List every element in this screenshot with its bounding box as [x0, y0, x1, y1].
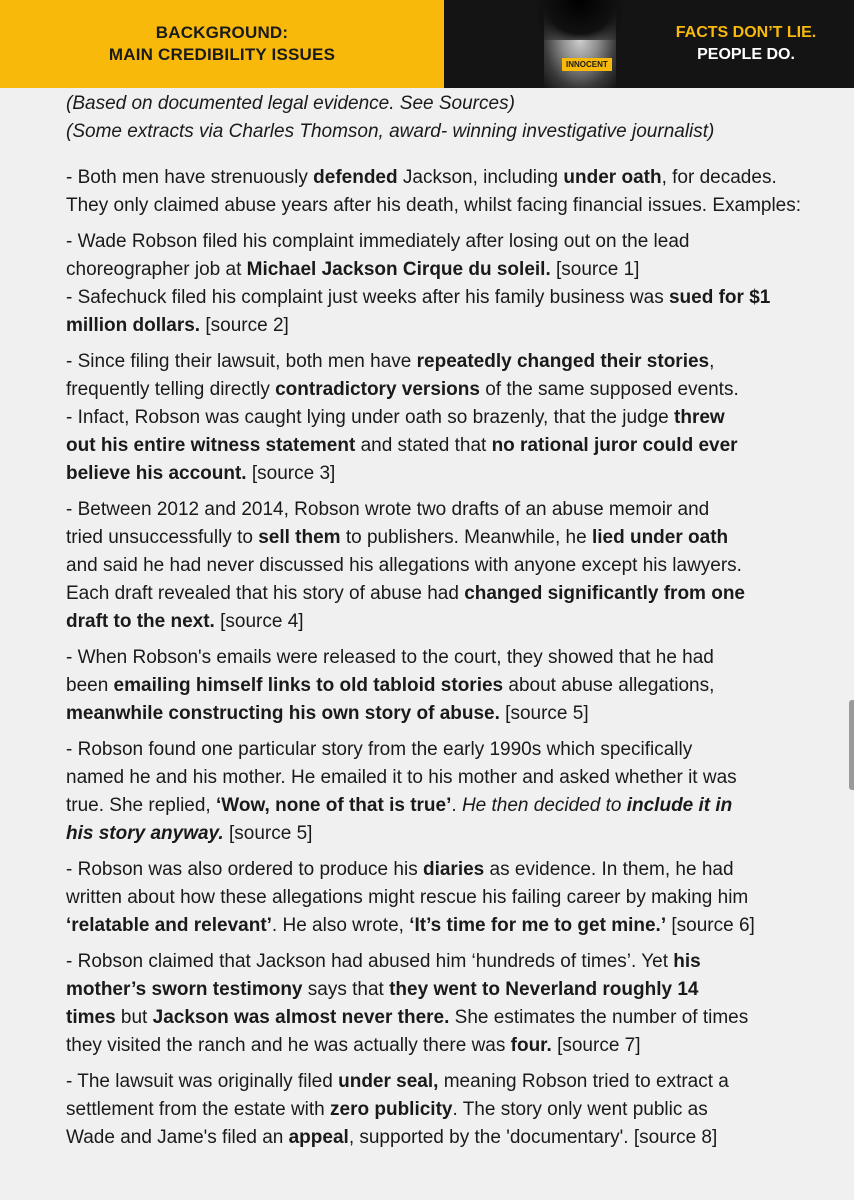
text-run: true. She replied,	[66, 795, 216, 816]
text-line	[66, 348, 846, 376]
text-run: They only claimed abuse years after his death, whilst facing financial issues. Examples:	[66, 195, 802, 216]
text-line	[66, 764, 846, 792]
paragraph	[66, 948, 846, 1060]
text-line	[66, 700, 846, 728]
text-line	[66, 884, 846, 912]
banner-title-block	[0, 0, 444, 88]
text-run: - Safechuck filed his complaint just weeks after his family business was	[66, 287, 669, 308]
text-run: Wade and Jame's filed an	[66, 1127, 289, 1148]
paragraph	[66, 164, 846, 220]
text-run: about abuse allegations,	[503, 675, 715, 696]
text-run: under seal,	[338, 1071, 439, 1092]
text-run: named he and his mother. He emailed it to his mother and asked whether it was	[66, 767, 737, 788]
text-line	[66, 912, 846, 940]
text-run: million dollars.	[66, 315, 201, 336]
text-run: Each draft revealed that his story of abuse had	[66, 583, 465, 604]
text-run: - Since filing their lawsuit, both men have	[66, 351, 417, 372]
paragraph	[66, 348, 846, 488]
text-run: but	[115, 1007, 153, 1028]
text-run: sell them	[258, 527, 341, 548]
text-run: appeal	[288, 1127, 349, 1148]
banner-tagline	[638, 0, 854, 88]
text-run: . He also wrote,	[271, 915, 410, 936]
tagline-line2: PEOPLE DO.	[697, 46, 795, 63]
text-line	[66, 552, 846, 580]
text-run: four.	[510, 1035, 552, 1056]
portrait-hair	[538, 0, 622, 40]
text-run: they visited the ranch and he was actually there was	[66, 1035, 511, 1056]
text-run: they went to Neverland roughly 14	[389, 979, 699, 1000]
text-line	[66, 192, 846, 220]
text-run: zero publicity	[330, 1099, 453, 1120]
text-run: settlement from the estate with	[66, 1099, 331, 1120]
text-run: He then decided to	[461, 795, 627, 816]
text-line	[66, 1004, 846, 1032]
text-line	[66, 496, 846, 524]
header-banner	[0, 0, 854, 88]
text-run: - Between 2012 and 2014, Robson wrote two drafts of an abuse memoir and	[66, 499, 710, 520]
text-line	[66, 736, 846, 764]
document-body	[66, 90, 846, 1152]
text-run: of the same supposed events.	[479, 379, 739, 400]
text-run: , for decades.	[661, 167, 777, 188]
text-run: frequently telling directly	[66, 379, 276, 400]
text-run: [source 5]	[499, 703, 589, 724]
text-line	[66, 432, 846, 460]
text-run: Jackson, including	[397, 167, 564, 188]
text-run: [source 6]	[666, 915, 755, 936]
text-run: times	[66, 1007, 116, 1028]
text-run: his	[673, 951, 701, 972]
text-run: - Wade Robson filed his complaint immediately after losing out on the lead	[66, 231, 690, 252]
text-line	[66, 312, 846, 340]
text-line	[66, 856, 846, 884]
text-run: . The story only went public as	[452, 1099, 708, 1120]
text-run: threw	[674, 407, 725, 428]
text-run: [source 5]	[223, 823, 313, 844]
text-run: believe his account.	[66, 463, 247, 484]
text-run: and stated that	[355, 435, 492, 456]
text-run: ‘relatable and relevant’	[66, 915, 272, 936]
text-run: mother’s sworn testimony	[66, 979, 303, 1000]
text-run: been	[66, 675, 114, 696]
text-run: meaning Robson tried to extract a	[438, 1071, 729, 1092]
text-line	[66, 376, 846, 404]
text-line	[66, 284, 846, 312]
text-run: [source 4]	[214, 611, 304, 632]
text-run: .	[451, 795, 462, 816]
banner-title-line2: MAIN CREDIBILITY ISSUES	[108, 45, 336, 64]
text-run: diaries	[422, 859, 485, 880]
text-line	[66, 1032, 846, 1060]
text-line	[66, 672, 846, 700]
text-line	[66, 1096, 846, 1124]
text-run: include it in	[626, 795, 733, 816]
text-run: changed significantly from one	[464, 583, 746, 604]
text-run: written about how these allegations might rescue his failing career by making him	[66, 887, 749, 908]
paragraph	[66, 644, 846, 728]
text-run: to publishers. Meanwhile, he	[340, 527, 592, 548]
text-run: defended	[313, 167, 398, 188]
tagline-line1: FACTS DON’T LIE.	[675, 24, 817, 41]
text-run: out his entire witness statement	[66, 435, 356, 456]
text-run: ,	[709, 351, 715, 372]
text-run: lied under oath	[591, 527, 729, 548]
text-run: emailing himself links to old tabloid stories	[113, 675, 504, 696]
text-run: ‘Wow, none of that is true’	[215, 795, 452, 816]
text-run: Jackson was almost never there.	[152, 1007, 450, 1028]
scroll-edge-handle[interactable]	[849, 700, 854, 790]
text-line	[66, 976, 846, 1004]
text-run: contradictory versions	[275, 379, 480, 400]
text-line	[66, 256, 846, 284]
text-line	[66, 1068, 846, 1096]
text-run: under oath	[563, 167, 662, 188]
text-run: [source 3]	[246, 463, 336, 484]
text-line	[66, 644, 846, 672]
text-run: says that	[302, 979, 390, 1000]
text-run: - Robson found one particular story from the early 1990s which specifically	[66, 739, 693, 760]
intro-note-2: (Some extracts via Charles Thomson, award- winning investigative journalist)	[66, 121, 715, 142]
text-run: draft to the next.	[66, 611, 215, 632]
paragraph	[66, 228, 846, 340]
text-run: and said he had never discussed his allegations with anyone except his lawyers.	[66, 555, 742, 576]
text-run: repeatedly changed their stories	[416, 351, 710, 372]
text-run: his story anyway.	[66, 823, 224, 844]
text-line	[66, 608, 846, 636]
banner-image-block	[444, 0, 854, 88]
text-run: ‘It’s time for me to get mine.’	[409, 915, 667, 936]
text-line	[66, 948, 846, 976]
text-line	[66, 404, 846, 432]
text-run: as evidence. In them, he had	[484, 859, 734, 880]
paragraph	[66, 856, 846, 940]
text-run: , supported by the 'documentary'. [source 8]	[348, 1127, 718, 1148]
text-run: - Infact, Robson was caught lying under oath so brazenly, that the judge	[66, 407, 675, 428]
text-run: Michael Jackson Cirque du soleil.	[246, 259, 551, 280]
paragraph	[66, 496, 846, 636]
text-run: no rational juror could ever	[491, 435, 738, 456]
text-run: - Robson claimed that Jackson had abused him ‘hundreds of times’. Yet	[66, 951, 674, 972]
text-run: [source 1]	[550, 259, 640, 280]
text-line	[66, 164, 846, 192]
text-run: sued for $1	[668, 287, 771, 308]
text-run: - When Robson's emails were released to the court, they showed that he had	[66, 647, 714, 668]
text-run: [source 2]	[200, 315, 289, 336]
text-line	[66, 460, 846, 488]
text-line	[66, 580, 846, 608]
text-run: tried unsuccessfully to	[66, 527, 259, 548]
text-run: - The lawsuit was originally filed	[66, 1071, 339, 1092]
text-run: She estimates the number of times	[449, 1007, 749, 1028]
text-run: [source 7]	[551, 1035, 641, 1056]
text-line	[66, 1124, 846, 1152]
paragraph	[66, 1068, 846, 1152]
text-run: choreographer job at	[66, 259, 247, 280]
text-run: meanwhile constructing his own story of abuse.	[66, 703, 500, 724]
text-line	[66, 820, 846, 848]
text-run: - Robson was also ordered to produce his	[66, 859, 423, 880]
paragraph-list	[66, 164, 846, 1152]
text-line	[66, 228, 846, 256]
intro-note-1: (Based on documented legal evidence. See Sources)	[66, 93, 515, 114]
banner-title-line1: BACKGROUND:	[155, 23, 289, 42]
text-line	[66, 524, 846, 552]
innocent-badge: INNOCENT	[562, 58, 612, 71]
text-run: - Both men have strenuously	[66, 167, 314, 188]
text-line	[66, 792, 846, 820]
paragraph	[66, 736, 846, 848]
